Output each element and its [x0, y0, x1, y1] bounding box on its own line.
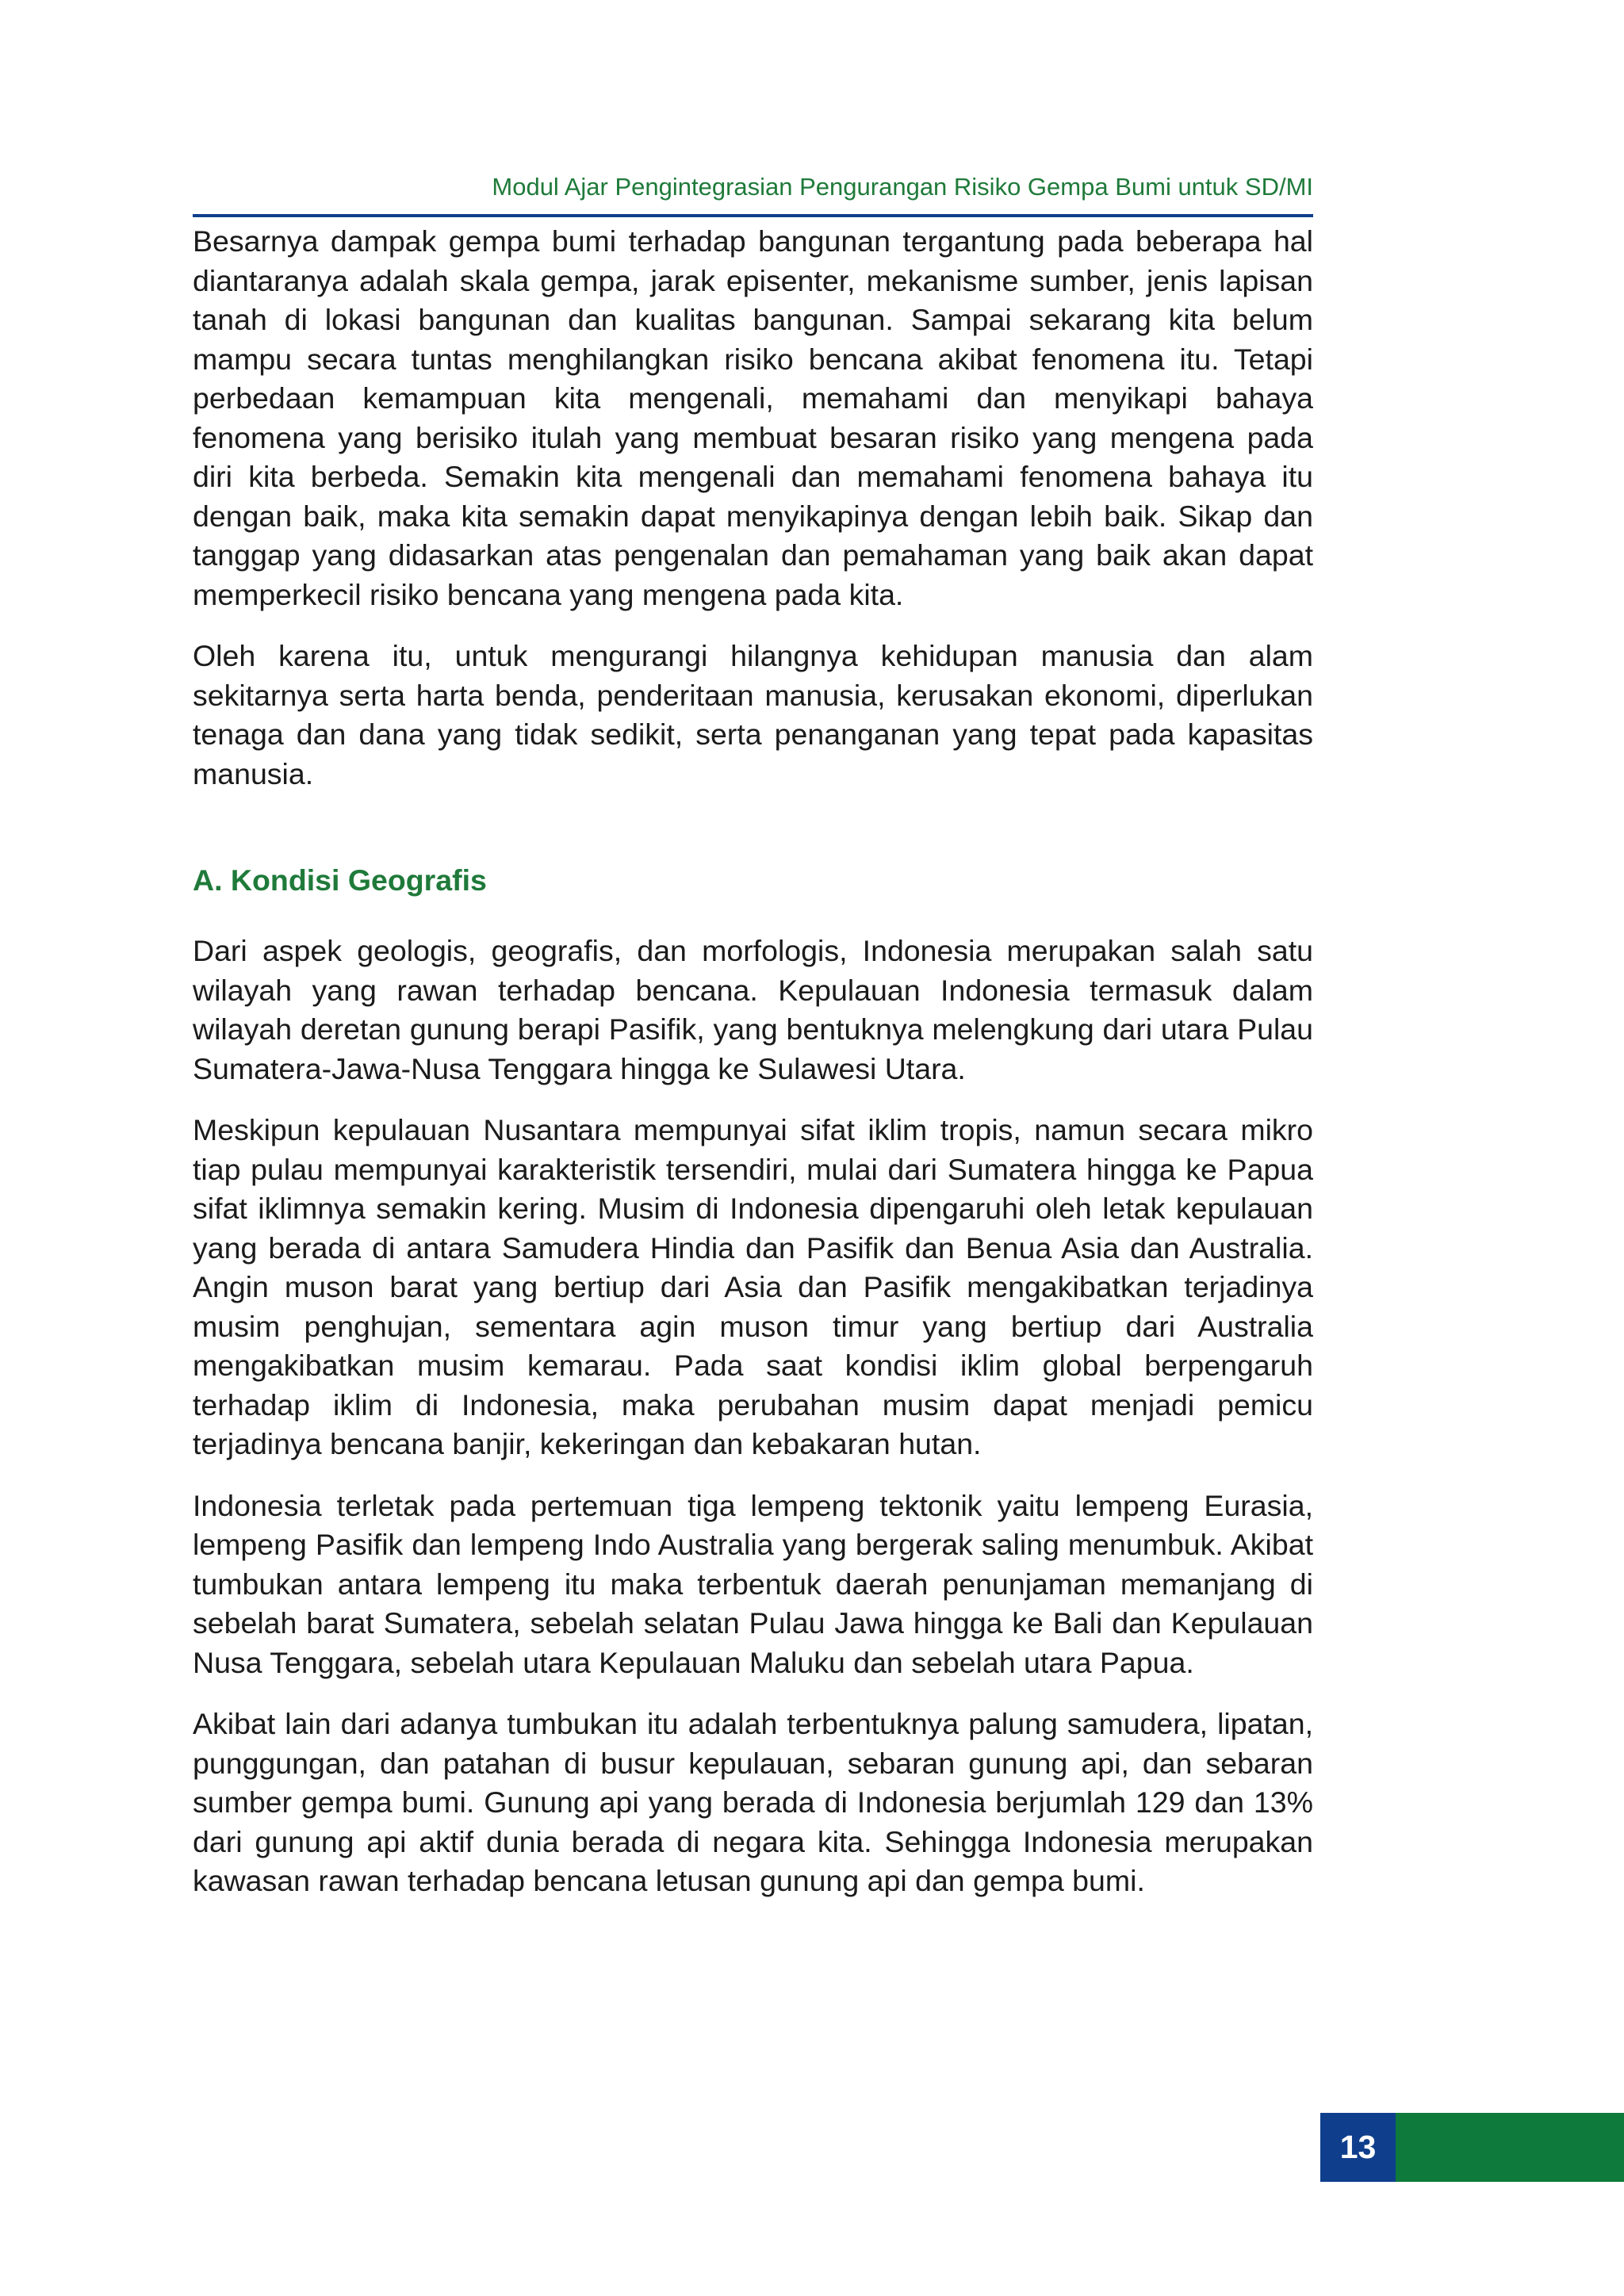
footer-green-tab [1396, 2113, 1624, 2182]
section-heading: A. Kondisi Geografis [193, 863, 487, 897]
body-paragraph: Besarnya dampak gempa bumi terhadap bangunan tergantung pada beberapa hal diantaranya adalah skala gempa, jarak episenter, mekanisme sumber, jenis lapisan tanah di lokasi bangunan dan kualitas bangunan. Sampai sekarang kita belum mampu secara tuntas menghilangkan risiko bencana akibat fenomena itu. Tetapi perbedaan kemampuan kita mengenali, memahami dan menyikapi bahaya fenomena yang berisiko itulah yang membuat besaran risiko yang mengena pada diri kita berbeda. Semakin kita mengenali dan memahami fenomena bahaya itu dengan baik, maka kita semakin dapat menyikapinya dengan lebih baik. Sikap dan tanggap yang didasarkan atas pengenalan dan pemahaman yang baik akan dapat memperkecil risiko bencana yang mengena pada kita. [193, 224, 1313, 611]
body-paragraph: Indonesia terletak pada pertemuan tiga lempeng tektonik yaitu lempeng Eurasia, lempeng Pasifik dan lempeng Indo Australia yang bergerak saling menumbuk. Akibat tumbukan antara lempeng itu maka terbentuk daerah penunjaman memanjang di sebelah barat Sumatera, sebelah selatan Pulau Jawa hingga ke Bali dan Kepulauan Nusa Tenggara, sebelah utara Kepulauan Maluku dan sebelah utara Papua. [193, 1488, 1313, 1679]
body-paragraph: Akibat lain dari adanya tumbukan itu adalah terbentuknya palung samudera, lipatan, punggungan, dan patahan di busur kepulauan, sebaran gunung api, dan sebaran sumber gempa bumi. Gunung api yang berada di Indonesia berjumlah 129 dan 13% dari gunung api aktif dunia berada di negara kita. Sehingga Indonesia merupakan kawasan rawan terhadap bencana letusan gunung api dan gempa bumi. [193, 1707, 1313, 1897]
body-paragraph: Oleh karena itu, untuk mengurangi hilangnya kehidupan manusia dan alam sekitarnya serta harta benda, penderitaan manusia, kerusakan ekonomi, diperlukan tenaga dan dana yang tidak sedikit, serta penanganan yang tepat pada kapasitas manusia. [193, 639, 1313, 790]
page-content [193, 222, 1313, 1901]
page-header [193, 168, 1313, 217]
header-title: Modul Ajar Pengintegrasian Pengurangan Risiko Gempa Bumi untuk SD/MI [492, 173, 1313, 201]
body-paragraph: Meskipun kepulauan Nusantara mempunyai sifat iklim tropis, namun secara mikro tiap pulau mempunyai karakteristik tersendiri, mulai dari Sumatera hingga ke Papua sifat iklimnya semakin kering. Musim di Indonesia dipengaruhi oleh letak kepulauan yang berada di antara Samudera Hindia dan Pasifik dan Benua Asia dan Australia. Angin muson barat yang bertiup dari Asia dan Pasifik mengakibatkan terjadinya musim penghujan, sementara agin muson timur yang bertiup dari Australia mengakibatkan musim kemarau. Pada saat kondisi iklim global berpengaruh terhadap iklim di Indonesia, maka perubahan musim dapat menjadi pemicu terjadinya bencana banjir, kekeringan dan kebakaran hutan. [193, 1113, 1313, 1460]
body-paragraph: Dari aspek geologis, geografis, dan morfologis, Indonesia merupakan salah satu wilayah yang rawan terhadap bencana. Kepulauan Indonesia termasuk dalam wilayah deretan gunung berapi Pasifik, yang bentuknya melengkung dari utara Pulau Sumatera-Jawa-Nusa Tenggara hingga ke Sulawesi Utara. [193, 934, 1313, 1085]
page-number: 13 [1320, 2113, 1396, 2182]
